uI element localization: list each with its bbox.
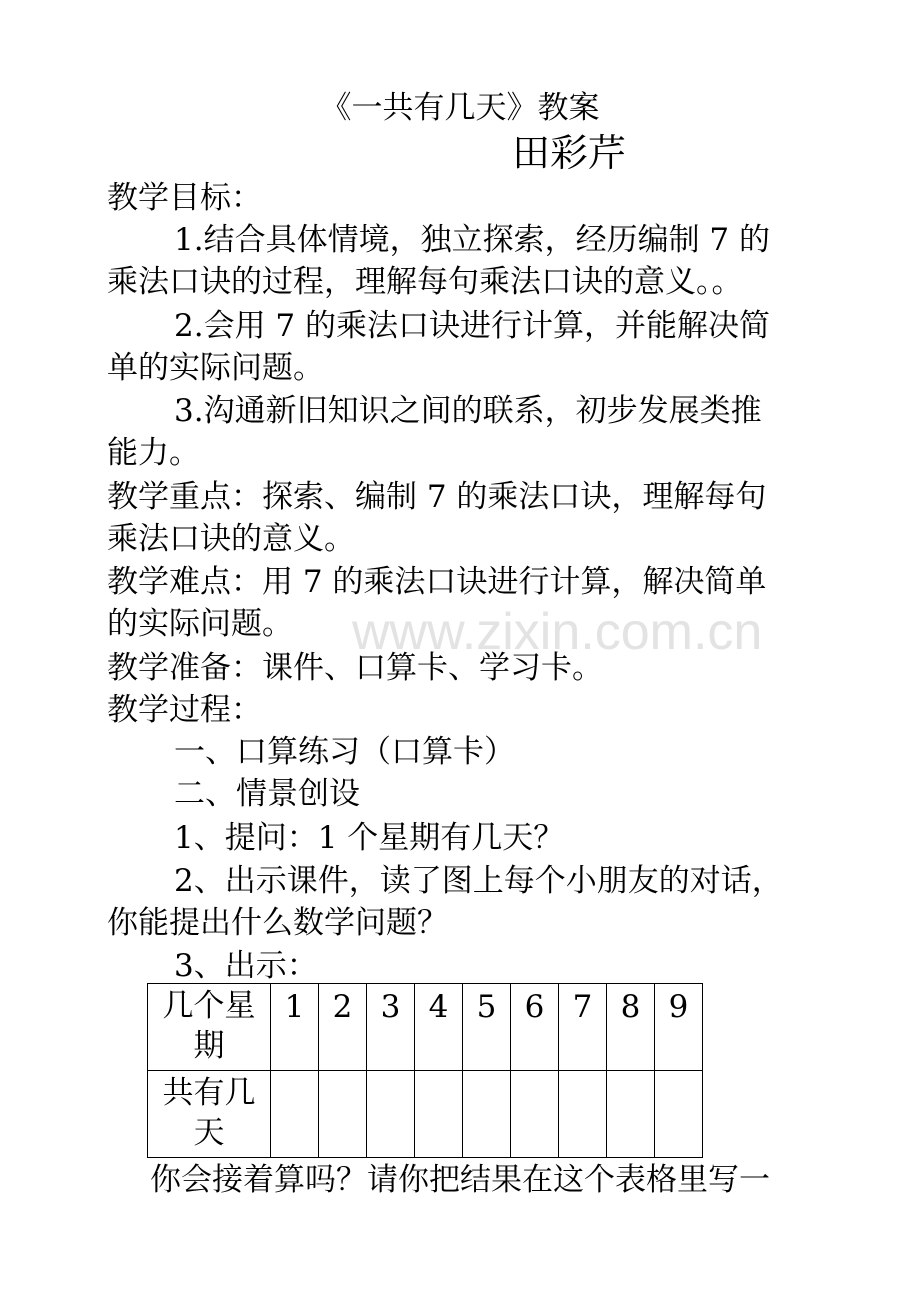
key-points-line-1: 教学重点：探索、编制 7 的乘法口诀，理解每句 bbox=[107, 479, 767, 515]
day-cell-8 bbox=[607, 1071, 655, 1158]
objective-1-line-2: 乘法口诀的过程，理解每句乘法口诀的意义。。 bbox=[107, 264, 743, 300]
week-cell-2: 2 bbox=[319, 984, 367, 1071]
week-cell-4: 4 bbox=[415, 984, 463, 1071]
week-cell-8: 8 bbox=[607, 984, 655, 1071]
objective-3-line-2: 能力。 bbox=[107, 435, 200, 471]
row-header-days: 共有几天 bbox=[148, 1071, 271, 1158]
objective-3-line-1: 3.沟通新旧知识之间的联系，初步发展类推 bbox=[174, 393, 762, 429]
step-show: 3、出示： bbox=[174, 948, 318, 984]
day-cell-1 bbox=[271, 1071, 319, 1158]
day-cell-3 bbox=[367, 1071, 415, 1158]
preparation-line: 教学准备：课件、口算卡、学习卡。 bbox=[107, 650, 603, 686]
week-cell-3: 3 bbox=[367, 984, 415, 1071]
day-cell-7 bbox=[559, 1071, 607, 1158]
week-cell-1: 1 bbox=[271, 984, 319, 1071]
step-scenario: 二、情景创设 bbox=[174, 776, 360, 812]
week-cell-7: 7 bbox=[559, 984, 607, 1071]
day-cell-6 bbox=[511, 1071, 559, 1158]
step-courseware-line-1: 2、出示课件，读了图上每个小朋友的对话， bbox=[174, 863, 783, 899]
objectives-heading: 教学目标： bbox=[107, 180, 262, 216]
key-points-line-2: 乘法口诀的意义。 bbox=[107, 521, 355, 557]
objective-2-line-1: 2.会用 7 的乘法口诀进行计算，并能解决简 bbox=[174, 308, 771, 344]
week-cell-5: 5 bbox=[463, 984, 511, 1071]
step-oral-practice: 一、口算练习（口算卡） bbox=[174, 734, 515, 770]
watermark-text: www.zixin.com.cn bbox=[352, 603, 763, 661]
day-cell-2 bbox=[319, 1071, 367, 1158]
author-name: 田彩芹 bbox=[512, 131, 627, 175]
closing-question-line: 你会接着算吗？请你把结果在这个表格里写一 bbox=[150, 1162, 770, 1198]
table-row-days bbox=[148, 1071, 703, 1158]
document-title: 《一共有几天》教案 bbox=[320, 90, 600, 126]
objective-2-line-2: 单的实际问题。 bbox=[107, 350, 324, 386]
weeks-days-table bbox=[147, 983, 703, 1158]
day-cell-4 bbox=[415, 1071, 463, 1158]
day-cell-5 bbox=[463, 1071, 511, 1158]
step-courseware-line-2: 你能提出什么数学问题？ bbox=[107, 905, 448, 941]
week-cell-9: 9 bbox=[655, 984, 703, 1071]
week-cell-6: 6 bbox=[511, 984, 559, 1071]
step-question: 1、提问：1 个星期有几天？ bbox=[174, 820, 565, 856]
difficulties-line-2: 的实际问题。 bbox=[107, 606, 293, 642]
table-row-weeks bbox=[148, 984, 703, 1071]
objective-1-line-1: 1.结合具体情境，独立探索，经历编制 7 的 bbox=[174, 222, 771, 258]
difficulties-line-1: 教学难点：用 7 的乘法口诀进行计算，解决简单 bbox=[107, 564, 767, 600]
row-header-weeks: 几个星期 bbox=[148, 984, 271, 1071]
process-heading: 教学过程： bbox=[107, 692, 262, 728]
day-cell-9 bbox=[655, 1071, 703, 1158]
